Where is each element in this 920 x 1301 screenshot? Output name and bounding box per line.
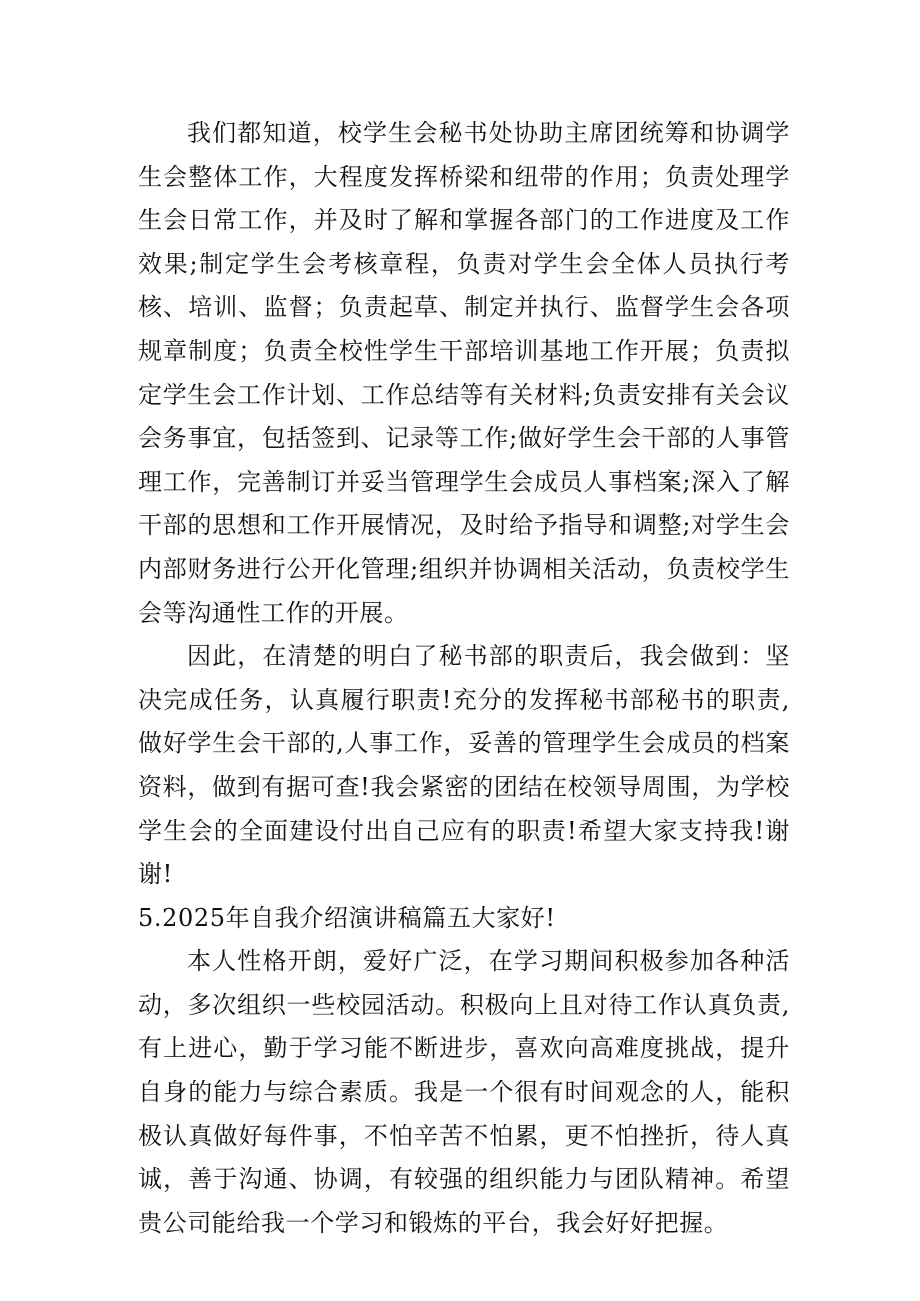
- section-heading: 5.2025年自我介绍演讲稿篇五大家好!: [138, 903, 556, 932]
- body-paragraph-3: 本人性格开朗，爱好广泛，在学习期间积极参加各种活动，多次组织一些校园活动。积极向上且对待工作认真负责,有上进心，勤于学习能不断进步，喜欢向高难度挑战，提升自身的能力与综合素质。我是一个很有时间观念的人，能积极认真做好每件事，不怕辛苦不怕累，更不怕挫折，待人真诚，善于沟通、协调，有较强的组织能力与团队精神。希望贵公司能给我一个学习和锻炼的平台，我会好好把握。: [138, 947, 790, 1237]
- document-body: [138, 112, 790, 1245]
- body-paragraph-1: 我们都知道，校学生会秘书处协助主席团统筹和协调学生会整体工作，大程度发挥桥梁和纽带的作用；负责处理学生会日常工作，并及时了解和掌握各部门的工作进度及工作效果;制定学生会考核章程，负责对学生会全体人员执行考核、培训、监督；负责起草、制定并执行、监督学生会各项规章制度；负责全校性学生干部培训基地工作开展；负责拟定学生会工作计划、工作总结等有关材料;负责安排有关会议会务事宜，包括签到、记录等工作;做好学生会干部的人事管理工作，完善制订并妥当管理学生会成员人事档案;深入了解干部的思想和工作开展情况，及时给予指导和调整;对学生会内部财务进行公开化管理;组织并协调相关活动，负责校学生会等沟通性工作的开展。: [138, 119, 790, 627]
- body-paragraph-2: 因此，在清楚的明白了秘书部的职责后，我会做到：坚决完成任务，认真履行职责!充分的发挥秘书部秘书的职责,做好学生会干部的,人事工作，妥善的管理学生会成员的档案资料，做到有据可查!我会紧密的团结在校领导周围，为学校学生会的全面建设付出自己应有的职责!希望大家支持我!谢谢!: [138, 642, 790, 889]
